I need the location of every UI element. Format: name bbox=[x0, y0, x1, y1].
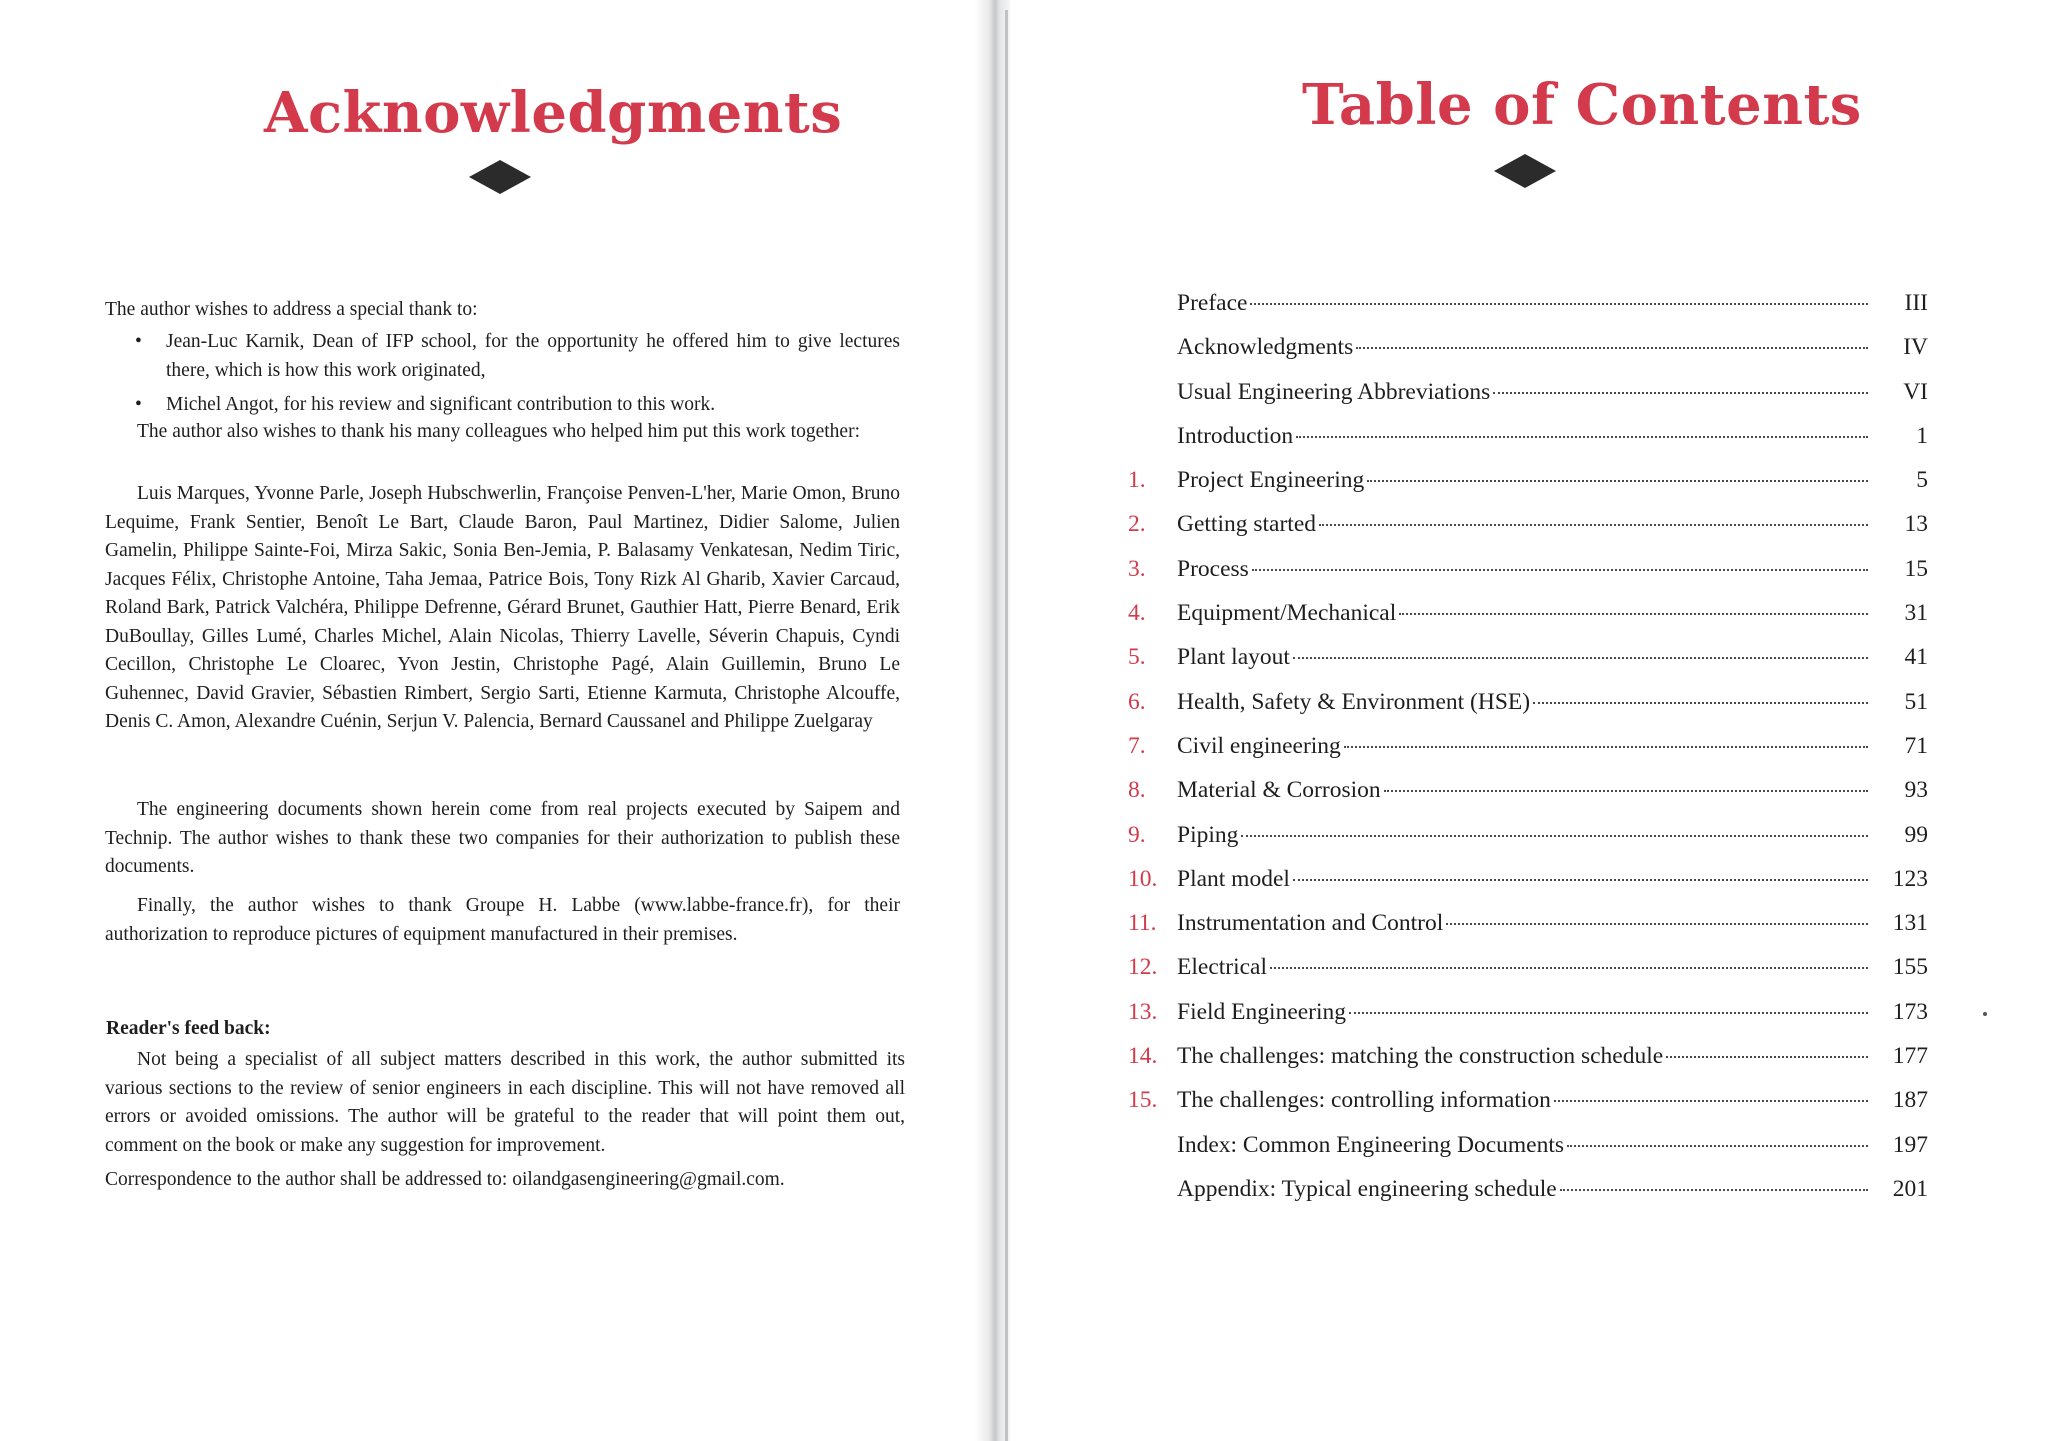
toc-entry-title: The challenges: controlling information bbox=[1177, 1087, 1551, 1114]
dot-leader bbox=[1296, 436, 1868, 438]
toc-entry[interactable] bbox=[1128, 954, 1928, 998]
documents-note: The engineering documents shown herein come from real projects executed by Saipem and Technip. The author wishes to thank these two companies for their authorization to publish these documents. bbox=[105, 799, 900, 877]
toc-entry[interactable] bbox=[1128, 600, 1928, 644]
toc-entry[interactable] bbox=[1128, 290, 1928, 334]
toc-entry[interactable] bbox=[1128, 379, 1928, 423]
dot-leader bbox=[1367, 480, 1868, 482]
toc-entry-number: 9. bbox=[1128, 821, 1146, 848]
toc-entry[interactable] bbox=[1128, 1087, 1928, 1131]
toc-entry-title: Usual Engineering Abbreviations bbox=[1177, 378, 1491, 405]
toc-entry-number: 4. bbox=[1128, 600, 1146, 627]
toc-entry-page: 31 bbox=[1904, 600, 1928, 627]
toc-entry-title: The challenges: matching the construction schedule bbox=[1177, 1043, 1664, 1070]
toc-entry-number: 13. bbox=[1128, 998, 1158, 1025]
toc-entry[interactable] bbox=[1128, 556, 1928, 600]
toc-entry-number: 6. bbox=[1128, 688, 1146, 715]
toc-entry-page: 131 bbox=[1892, 910, 1928, 937]
thanks-item: Michel Angot, for his review and significant contribution to this work. bbox=[166, 394, 716, 415]
toc-entry-title: Civil engineering bbox=[1177, 732, 1341, 759]
toc-entry[interactable] bbox=[1128, 1176, 1928, 1220]
spine-line bbox=[1005, 10, 1008, 1441]
toc-entry-number: 10. bbox=[1128, 865, 1158, 892]
toc-entry-number: 1. bbox=[1128, 467, 1146, 494]
toc-entry-title: Introduction bbox=[1177, 422, 1294, 449]
toc-entry-title: Material & Corrosion bbox=[1177, 777, 1381, 804]
toc-entry-page: 201 bbox=[1892, 1175, 1928, 1202]
toc-entry-title: Acknowledgments bbox=[1177, 334, 1354, 361]
toc-entry-page: 15 bbox=[1904, 555, 1928, 582]
toc-entry-page: III bbox=[1904, 290, 1928, 316]
toc-entry-page: 1 bbox=[1916, 422, 1928, 449]
dot-leader bbox=[1554, 1100, 1868, 1102]
list-item bbox=[130, 391, 900, 420]
left-page bbox=[0, 0, 990, 1441]
toc-entry-title: Preface bbox=[1177, 290, 1248, 316]
toc-entry-number: 7. bbox=[1128, 732, 1146, 759]
toc-entry-title: Health, Safety & Environment (HSE) bbox=[1177, 688, 1531, 715]
toc-entry-number: 2. bbox=[1128, 511, 1146, 538]
toc-entry[interactable] bbox=[1128, 822, 1928, 866]
dot-leader bbox=[1250, 303, 1868, 305]
colleagues-names: Luis Marques, Yvonne Parle, Joseph Hubschwerlin, Françoise Penven-L'her, Marie Omon, Bruno Lequime, Frank Sentier, Benoît Le Bart, Claude Baron, Paul Martinez, Didier Salome, Julien Gamelin, Philippe Sainte-Foi, Mirza Sakic, Sonia Ben-Jemia, P. Balasamy Venkatesan, Nedim Tiric, Jacques Félix, Christophe Antoine, Taha Jemaa, Patrice Bois, Tony Rizk Al Gharib, Xavier Carcaud, Roland Bark, Patrick Valchéra, Philippe Defrenne, Gérard Brunet, Gauthier Hatt, Pierre Benard, Erik DuBoullay, Gilles Lumé, Charles Michel, Alain Nicolas, Thierry Lavelle, Séverin Chapuis, Cyndi Cecillon, Christophe Le Cloarec, Yvon Jestin, Christophe Pagé, Alain Guillemin, Bruno Le Guhennec, David Gravier, Sébastien Rimbert, Sergio Sarti, Etienne Karmuta, Christophe Alcouffe, Denis C. Amon, Alexandre Cuénin, Serjun V. Palencia, Bernard Caussanel and Philippe Zuelgaray bbox=[105, 483, 900, 732]
toc-entry[interactable] bbox=[1128, 999, 1928, 1043]
dot-leader bbox=[1241, 835, 1868, 837]
toc-entry-title: Plant layout bbox=[1177, 644, 1290, 671]
thanks-item: Jean-Luc Karnik, Dean of IFP school, for the opportunity he offered him to give lectures there, which is how this work originated, bbox=[166, 331, 900, 381]
thanks-intro: The author wishes to address a special thank to: bbox=[105, 299, 478, 320]
dot-leader bbox=[1252, 569, 1868, 571]
toc-entry[interactable] bbox=[1128, 334, 1928, 378]
toc-entry-number: 15. bbox=[1128, 1087, 1158, 1114]
feedback-heading: Reader's feed back: bbox=[106, 1018, 271, 1039]
toc-entry[interactable] bbox=[1128, 511, 1928, 555]
toc-entry-title: Project Engineering bbox=[1177, 467, 1365, 494]
toc-entry-number: 11. bbox=[1128, 910, 1157, 937]
toc-entry-page: 13 bbox=[1904, 511, 1928, 538]
table-of-contents bbox=[1128, 290, 1928, 1220]
toc-entry-number: 8. bbox=[1128, 777, 1146, 804]
dot-leader bbox=[1666, 1056, 1868, 1058]
toc-entry[interactable] bbox=[1128, 910, 1928, 954]
toc-entry-page: 187 bbox=[1892, 1087, 1928, 1114]
book-gutter bbox=[975, 0, 1015, 1441]
toc-entry-title: Electrical bbox=[1177, 954, 1268, 981]
toc-entry-page: 41 bbox=[1904, 644, 1928, 671]
toc-entry[interactable] bbox=[1128, 423, 1928, 467]
toc-entry[interactable] bbox=[1128, 689, 1928, 733]
toc-entry-page: 51 bbox=[1904, 688, 1928, 715]
dot-leader bbox=[1567, 1145, 1868, 1147]
toc-entry-title: Plant model bbox=[1177, 865, 1290, 892]
dot-leader bbox=[1293, 657, 1868, 659]
dot-leader bbox=[1270, 967, 1868, 969]
toc-entry-title: Getting started bbox=[1177, 511, 1317, 538]
toc-entry[interactable] bbox=[1128, 1043, 1928, 1087]
toc-entry-title: Equipment/Mechanical bbox=[1177, 600, 1397, 627]
toc-entry-title: Field Engineering bbox=[1177, 998, 1347, 1025]
toc-entry-page: 173 bbox=[1892, 998, 1928, 1025]
dot-leader bbox=[1446, 923, 1868, 925]
diamond-ornament-icon bbox=[469, 160, 531, 194]
toc-entry[interactable] bbox=[1128, 777, 1928, 821]
toc-entry-page: 197 bbox=[1892, 1131, 1928, 1158]
toc-entry-page: IV bbox=[1903, 334, 1928, 361]
bullet-icon: • bbox=[135, 331, 142, 352]
toc-entry[interactable] bbox=[1128, 467, 1928, 511]
toc-entry-page: 155 bbox=[1892, 954, 1928, 981]
dot-leader bbox=[1349, 1012, 1868, 1014]
toc-entry[interactable] bbox=[1128, 866, 1928, 910]
toc-entry-page: 99 bbox=[1904, 821, 1928, 848]
toc-entry-number: 14. bbox=[1128, 1043, 1158, 1070]
toc-entry-title: Piping bbox=[1177, 821, 1239, 848]
feedback-text: Not being a specialist of all subject matters described in this work, the author submitted its various sections to the review of senior engineers in each discipline. This will not have removed all errors or avoided omissions. The author will be grateful to the reader that will point them out, comment on the book or make any suggestion for improvement. bbox=[105, 1049, 905, 1156]
toc-entry-title: Instrumentation and Control bbox=[1177, 910, 1444, 937]
list-item bbox=[130, 328, 900, 385]
dot-leader bbox=[1356, 347, 1868, 349]
acknowledgments-title: Acknowledgments bbox=[264, 80, 843, 146]
toc-entry-number: 12. bbox=[1128, 954, 1158, 981]
toc-entry-title: Appendix: Typical engineering schedule bbox=[1177, 1175, 1557, 1202]
correspondence-note: Correspondence to the author shall be addressed to: oilandgasengineering@gmail.com. bbox=[105, 1169, 785, 1190]
dot-leader bbox=[1533, 702, 1868, 704]
right-page bbox=[1010, 0, 2048, 1441]
toc-entry-number: 3. bbox=[1128, 555, 1146, 582]
special-thanks-list bbox=[130, 328, 900, 426]
dot-leader bbox=[1344, 746, 1868, 748]
labbe-note: Finally, the author wishes to thank Groupe H. Labbe (www.labbe-france.fr), for their authorization to reproduce pictures of equipment manufactured in their premises. bbox=[105, 895, 900, 945]
dot-leader bbox=[1384, 790, 1868, 792]
colleagues-intro: The author also wishes to thank his many colleagues who helped him put this work together: bbox=[137, 421, 860, 442]
diamond-ornament-icon bbox=[1494, 154, 1556, 188]
toc-entry-title: Index: Common Engineering Documents bbox=[1177, 1131, 1565, 1158]
toc-entry-page: 93 bbox=[1904, 777, 1928, 804]
toc-entry-page: 177 bbox=[1892, 1043, 1928, 1070]
toc-entry-page: 123 bbox=[1892, 865, 1928, 892]
toc-entry-page: 5 bbox=[1916, 467, 1928, 494]
toc-entry[interactable] bbox=[1128, 644, 1928, 688]
toc-entry-page: 71 bbox=[1904, 732, 1928, 759]
toc-entry-page: VI bbox=[1903, 378, 1928, 405]
dot-leader bbox=[1493, 392, 1868, 394]
dot-leader bbox=[1560, 1189, 1868, 1191]
dot-leader bbox=[1293, 879, 1868, 881]
dot-leader bbox=[1399, 613, 1868, 615]
toc-entry-title: Process bbox=[1177, 555, 1249, 582]
dot-leader bbox=[1319, 524, 1868, 526]
toc-entry[interactable] bbox=[1128, 1132, 1928, 1176]
toc-entry-number: 5. bbox=[1128, 644, 1146, 671]
contents-title: Table of Contents bbox=[1302, 72, 1862, 138]
toc-entry[interactable] bbox=[1128, 733, 1928, 777]
bullet-icon: • bbox=[135, 394, 142, 415]
scan-speck bbox=[1983, 1012, 1987, 1016]
